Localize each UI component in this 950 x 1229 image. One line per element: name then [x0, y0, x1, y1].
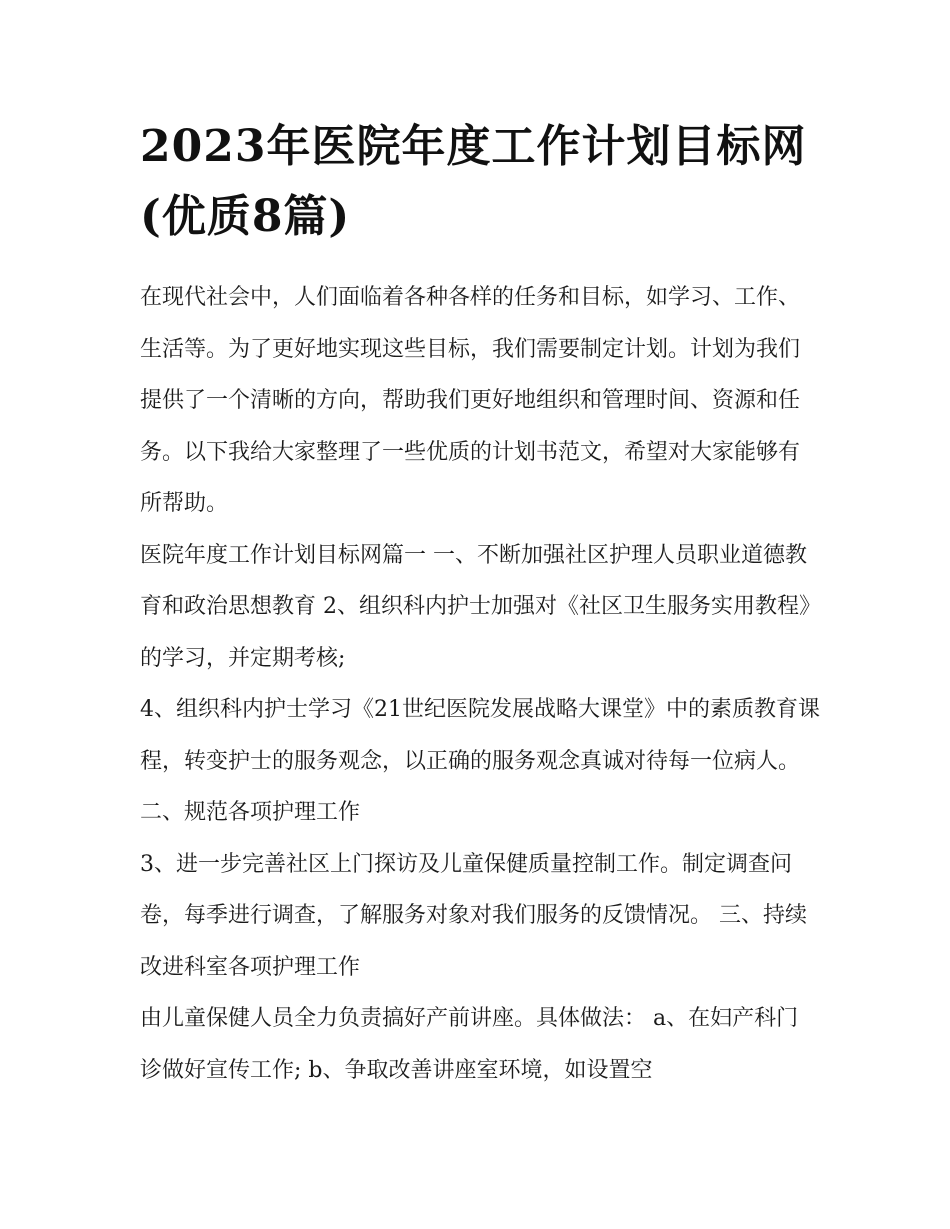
- document-body: [140, 272, 820, 1096]
- item-three-paragraph: 3、进一步完善社区上门探访及儿童保健质量控制工作。制定调查问卷，每季进行调查，了解服务对象对我们服务的反馈情况。 三、持续改进科室各项护理工作: [140, 851, 807, 980]
- document-title: 2023年医院年度工作计划目标网(优质8篇): [140, 121, 807, 242]
- section-one-paragraph: 医院年度工作计划目标网篇一 一、不断加强社区护理人员职业道德教育和政治思想教育 2、组织科内护士加强对《社区卫生服务实用教程》的学习，并定期考核;: [140, 542, 810, 671]
- intro-paragraph: 在现代社会中，人们面临着各种各样的任务和目标，如学习、工作、生活等。为了更好地实现这些目标，我们需要制定计划。计划为我们提供了一个清晰的方向，帮助我们更好地组织和管理时间、资源和任务。以下我给大家整理了一些优质的计划书范文，希望对大家能够有所帮助。: [140, 285, 801, 516]
- item-four-paragraph: 4、组织科内护士学习《21世纪医院发展战略大课堂》中的素质教育课程，转变护士的服务观念，以正确的服务观念真诚对待每一位病人。 二、规范各项护理工作: [140, 697, 820, 825]
- prenatal-lecture-paragraph: 由儿童保健人员全力负责搞好产前讲座。具体做法： a、在妇产科门诊做好宣传工作; b、争取改善讲座室环境，如设置空: [140, 1006, 799, 1083]
